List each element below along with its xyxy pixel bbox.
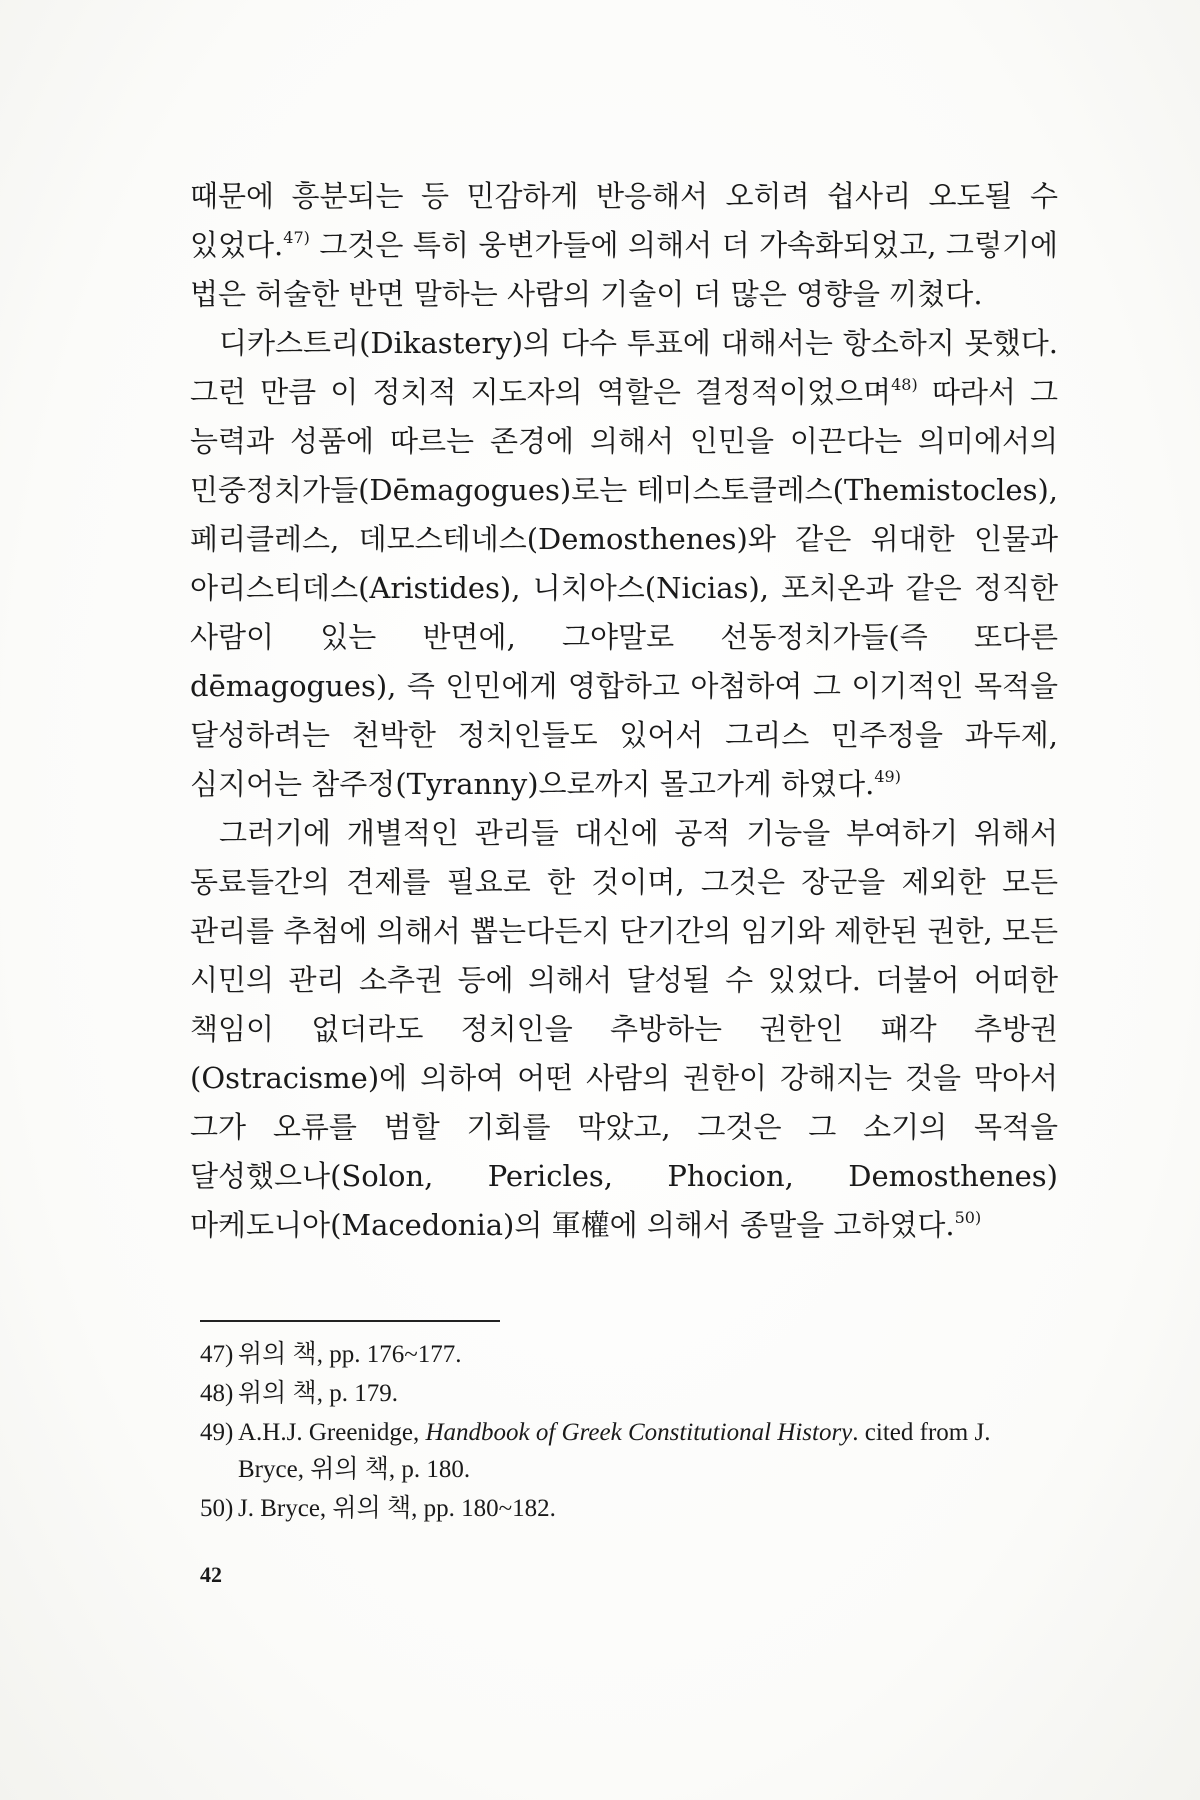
paragraph xyxy=(190,172,1058,319)
paragraph-text: 그것은 특히 웅변가들에 의해서 더 가속화되었고, 그렇기에 법은 허술한 반면 말하는 사람의 기술이 더 많은 영향을 끼쳤다. xyxy=(190,228,1058,311)
body-text xyxy=(190,172,1058,1250)
paragraph xyxy=(190,809,1058,1250)
paragraph-text: 때문에 흥분되는 등 민감하게 반응해서 오히려 쉽사리 오도될 수 있었다. xyxy=(190,179,1058,262)
footnote-number: 49) xyxy=(200,1419,234,1446)
footnote-text: . cited from J. Bryce, 위의 책, p. 180. xyxy=(238,1419,991,1483)
footnote-text: J. Bryce, 위의 책, pp. 180~182. xyxy=(238,1495,556,1522)
footnote-number: 50) xyxy=(200,1495,234,1522)
paragraph xyxy=(190,319,1058,809)
footnote-number: 48) xyxy=(200,1380,234,1407)
footnote-47 xyxy=(200,1336,1060,1373)
footnote-text: 위의 책, p. 179. xyxy=(238,1380,398,1407)
footnote-text: 위의 책, pp. 176~177. xyxy=(238,1341,462,1368)
footnote-text: A.H.J. Greenidge, xyxy=(238,1419,426,1446)
footnote-ref-48: 48) xyxy=(891,375,918,394)
footnote-divider xyxy=(200,1320,500,1322)
footnote-ref-49: 49) xyxy=(874,767,901,786)
paragraph-text: 디카스트리(Dikastery)의 다수 투표에 대해서는 항소하지 못했다. 그런 만큼 이 정치적 지도자의 역할은 결정적이었으며 xyxy=(190,326,1058,409)
footnote-50 xyxy=(200,1490,1060,1527)
footnote-ref-50: 50) xyxy=(954,1208,982,1227)
footnote-ref-47: 47) xyxy=(283,228,310,247)
footnote-49 xyxy=(200,1414,1060,1488)
footnote-48 xyxy=(200,1375,1060,1412)
paragraph-text: 따라서 그 능력과 성품에 따르는 존경에 의해서 인민을 이끈다는 의미에서의 민중정치가들(Dēmagogues)로는 테미스토클레스(Themistocles), 페리클레스, 데모스테네스(Demosthenes)와 같은 위대한 인물과 아리스티데스(Aristides), 니치아스(Nicias), 포치온과 같은 정직한 사람이 있는 반면에, 그야말로 선동정치가들(즉 또다른 dēmagogues), 즉 인민에게 영합하고 아첨하여 그 이기적인 목적을 달성하려는 천박한 정치인들도 있어서 그리스 민주정을 과두제, 심지어는 참주정(Tyranny)으로까지 몰고가게 하였다. xyxy=(190,375,1058,801)
page-number: 42 xyxy=(200,1562,222,1587)
footnote-number: 47) xyxy=(200,1341,234,1368)
footnote-book-title: Handbook of Greek Constitutional History xyxy=(425,1419,853,1446)
paragraph-text: 그러기에 개별적인 관리들 대신에 공적 기능을 부여하기 위해서 동료들간의 견제를 필요로 한 것이며, 그것은 장군을 제외한 모든 관리를 추첨에 의해서 뽑는다든지 단기간의 임기와 제한된 권한, 모든 시민의 관리 소추권 등에 의해서 달성될 수 있었다. 더불어 어떠한 책임이 없더라도 정치인을 추방하는 권한인 패각 추방권(Ostracisme)에 의하여 어떤 사람의 권한이 강해지는 것을 막아서 그가 오류를 범할 기회를 막았고, 그것은 그 소기의 목적을 달성했으나(Solon, Pericles, Phocion, Demosthenes) 마케도니아(Macedonia)의 軍權에 의해서 종말을 고하였다. xyxy=(190,816,1058,1242)
footnotes xyxy=(200,1336,1060,1529)
